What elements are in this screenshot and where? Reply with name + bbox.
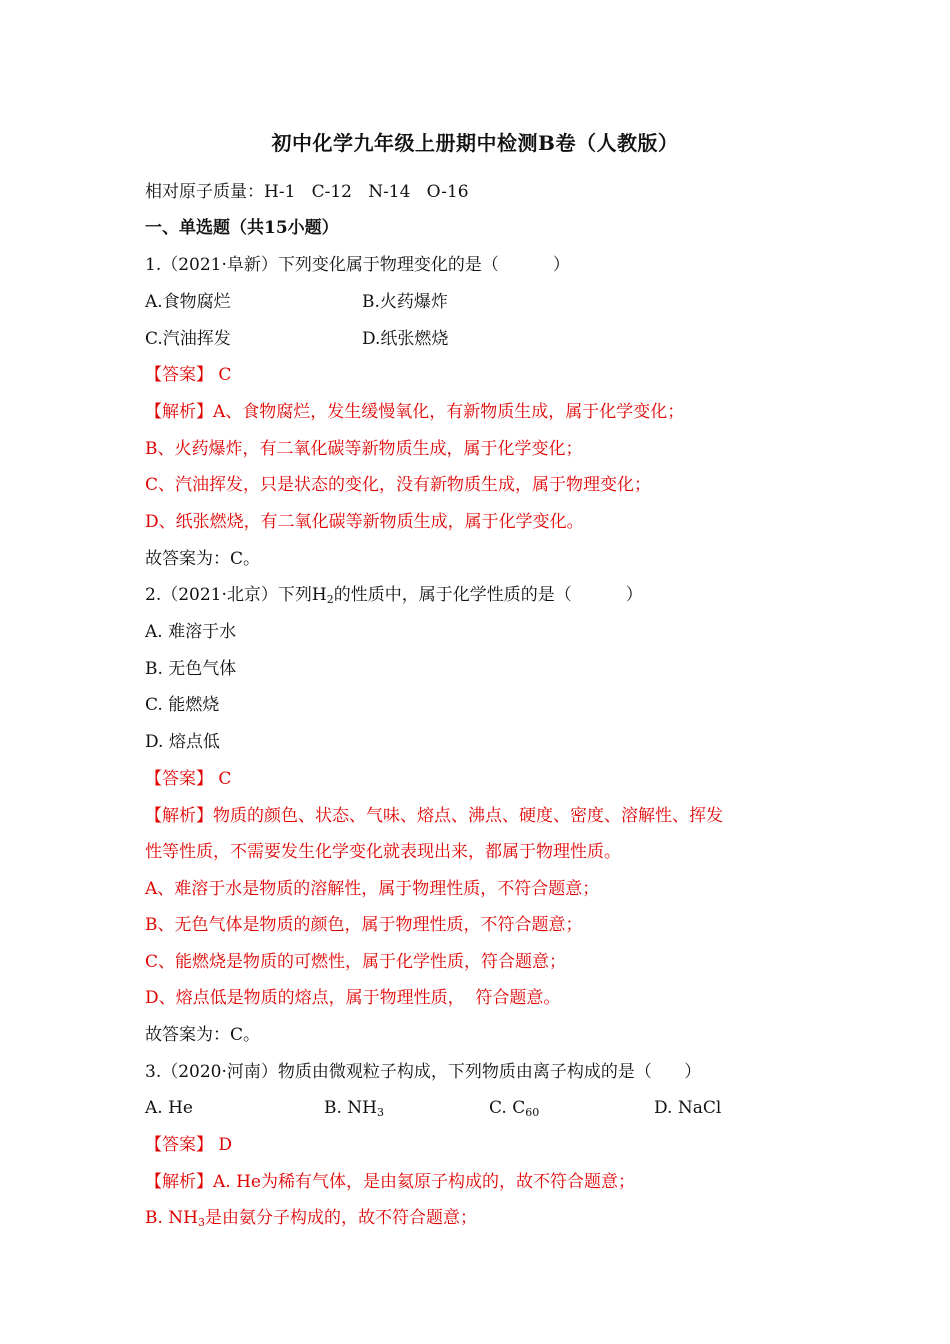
q1-stem: 1.（2021·阜新）下列变化属于物理变化的是（ ） bbox=[145, 255, 570, 275]
q3-option-a: A. He bbox=[145, 1098, 193, 1118]
q3-analysis-line bbox=[145, 1206, 477, 1235]
page-title: 初中化学九年级上册期中检测B卷（人教版） bbox=[271, 131, 679, 155]
q2-answer: 【答案】 C bbox=[145, 769, 232, 789]
q1-analysis-line: 【解析】A、食物腐烂，发生缓慢氧化，有新物质生成，属于化学变化； bbox=[145, 402, 685, 422]
q1-analysis-line: B、火药爆炸，有二氧化碳等新物质生成，属于化学变化； bbox=[145, 439, 583, 459]
q1-conclusion: 故答案为：C。 bbox=[145, 549, 261, 569]
q1-option-c: C.汽油挥发 bbox=[145, 329, 231, 349]
q2-conclusion: 故答案为：C。 bbox=[145, 1025, 261, 1045]
q3-analysis-pre: B. NH bbox=[145, 1208, 199, 1228]
q3-option-c bbox=[489, 1096, 539, 1125]
q2-option-b: B. 无色气体 bbox=[145, 659, 237, 679]
q2-stem-subscript: 2 bbox=[326, 593, 334, 606]
q2-analysis-line: 【解析】物质的颜色、状态、气味、熔点、沸点、硬度、密度、溶解性、挥发 bbox=[145, 806, 723, 826]
q1-answer: 【答案】 C bbox=[145, 365, 232, 385]
q2-analysis-line: A、难溶于水是物质的溶解性，属于物理性质，不符合题意； bbox=[145, 879, 600, 899]
q2-analysis-line: C、能燃烧是物质的可燃性，属于化学性质，符合题意； bbox=[145, 952, 567, 972]
q2-stem-pre: 2.（2021·北京）下列H bbox=[145, 585, 327, 605]
q3-analysis-line: 【解析】A. He为稀有气体，是由氦原子构成的，故不符合题意； bbox=[145, 1172, 635, 1192]
q2-option-c: C. 能燃烧 bbox=[145, 695, 220, 715]
q1-analysis-line: D、纸张燃烧，有二氧化碳等新物质生成，属于化学变化。 bbox=[145, 512, 584, 532]
q2-stem bbox=[145, 583, 643, 612]
q3-option-b-text: B. NH bbox=[324, 1098, 378, 1118]
q1-option-d: D.纸张燃烧 bbox=[362, 329, 449, 349]
q1-option-a: A.食物腐烂 bbox=[145, 292, 231, 312]
q2-stem-post: 的性质中，属于化学性质的是（ ） bbox=[333, 585, 643, 605]
q2-option-d: D. 熔点低 bbox=[145, 732, 220, 752]
q1-option-b: B.火药爆炸 bbox=[362, 292, 448, 312]
q1-analysis-line: C、汽油挥发，只是状态的变化，没有新物质生成，属于物理变化； bbox=[145, 475, 652, 495]
q3-option-c-subscript: 60 bbox=[525, 1106, 540, 1119]
q3-analysis-post: 是由氨分子构成的，故不符合题意； bbox=[205, 1208, 478, 1228]
q3-stem: 3.（2020·河南）物质由微观粒子构成，下列物质由离子构成的是（ ） bbox=[145, 1062, 702, 1082]
q2-analysis-line: B、无色气体是物质的颜色，属于物理性质，不符合题意； bbox=[145, 915, 583, 935]
section-heading: 一、单选题（共15小题） bbox=[145, 218, 339, 238]
q2-analysis-line: 性等性质，不需要发生化学变化就表现出来，都属于物理性质。 bbox=[145, 842, 621, 862]
atomic-mass-line: 相对原子质量：H-1 C-12 N-14 O-16 bbox=[145, 182, 469, 202]
q3-option-d: D. NaCl bbox=[654, 1098, 722, 1118]
q3-option-b-subscript: 3 bbox=[377, 1106, 385, 1119]
q3-analysis-subscript: 3 bbox=[198, 1216, 206, 1229]
q2-option-a: A. 难溶于水 bbox=[145, 622, 237, 642]
q3-option-c-text: C. C bbox=[489, 1098, 526, 1118]
q3-option-b bbox=[324, 1096, 384, 1125]
q3-answer: 【答案】 D bbox=[145, 1135, 233, 1155]
q2-analysis-line: D、熔点低是物质的熔点，属于物理性质， 符合题意。 bbox=[145, 988, 561, 1008]
